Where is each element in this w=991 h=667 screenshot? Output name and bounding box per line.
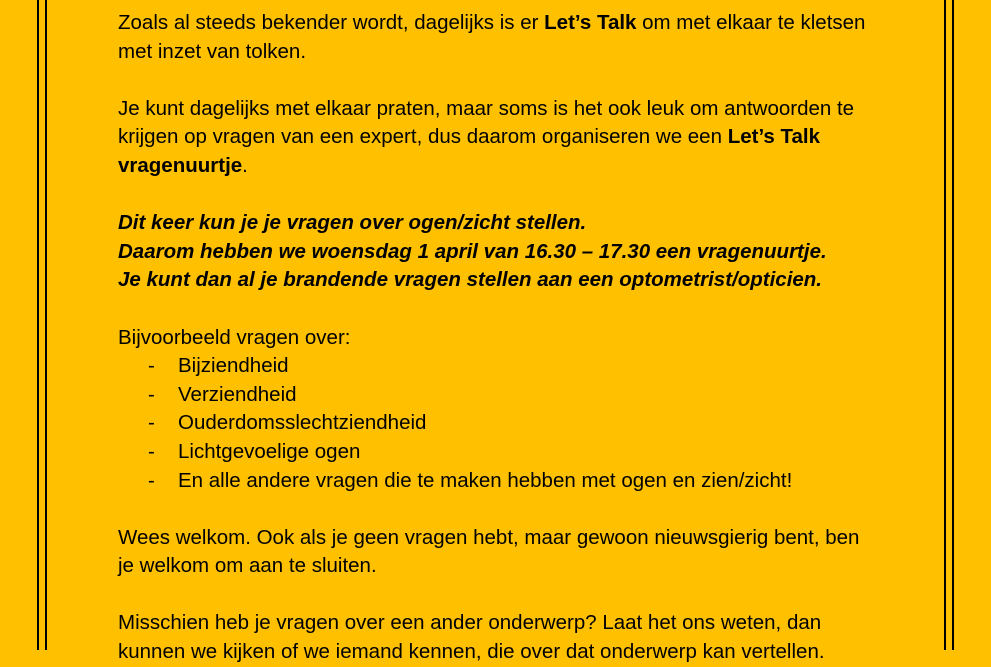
- spacer: [118, 581, 878, 610]
- left-border-inner: [45, 0, 47, 650]
- intro-text-before: Zoals al steeds bekender wordt, dagelijks is er: [118, 11, 545, 34]
- dash-bullet: -: [148, 382, 155, 406]
- expert-text-before: Je kunt dagelijks met elkaar praten, maar soms is het ook leuk om antwoorden te krijgen op vragen van een expert, dus daarom organiseren we een: [118, 96, 855, 149]
- highlight-line-expert: Je kunt dan al je brandende vragen stellen aan een optometrist/opticien.: [118, 268, 823, 292]
- spacer: [118, 66, 878, 95]
- examples-intro: Bijvoorbeeld vragen over:: [118, 325, 351, 349]
- document-body: [118, 9, 878, 667]
- examples-list: [118, 352, 878, 495]
- list-item: [118, 409, 878, 438]
- spacer: [118, 495, 878, 524]
- dash-bullet: -: [148, 354, 155, 378]
- left-border-outer: [37, 0, 39, 650]
- right-border-outer: [952, 0, 954, 650]
- highlight-line-date: Daarom hebben we woensdag 1 april van 16.30 – 17.30 een vragenuurtje.: [118, 239, 827, 263]
- list-item-text: En alle andere vragen die te maken hebben met ogen en zien/zicht!: [178, 468, 793, 492]
- expert-text-after: .: [242, 153, 248, 177]
- other-topic-paragraph: Misschien heb je vragen over een ander onderwerp? Laat het ons weten, dan kunnen we kijken of we iemand kennen, die over dat onderwerp kan vertellen.: [118, 611, 825, 664]
- expert-lets-talk-vragenuurtje: Let’s Talk vragenuurtje: [118, 125, 820, 177]
- list-item-text: Bijziendheid: [178, 354, 289, 378]
- list-item: [118, 352, 878, 381]
- welcome-paragraph: Wees welkom. Ook als je geen vragen hebt, maar gewoon nieuwsgierig bent, ben je welkom om aan te sluiten.: [118, 525, 860, 578]
- intro-text-after: om met elkaar te kletsen met inzet van tolken.: [118, 11, 866, 63]
- right-border-inner: [944, 0, 946, 650]
- list-item-text: Ouderdomsslechtziendheid: [178, 411, 427, 435]
- list-item: [118, 381, 878, 410]
- dash-bullet: -: [148, 439, 155, 463]
- intro-lets-talk: Let’s Talk: [544, 11, 637, 34]
- list-item-text: Lichtgevoelige ogen: [178, 439, 361, 463]
- dash-bullet: -: [148, 411, 155, 435]
- expert-paragraph: [118, 95, 878, 181]
- intro-paragraph: [118, 9, 878, 66]
- highlight-block: [118, 209, 878, 295]
- spacer: [118, 295, 878, 324]
- list-item-text: Verziendheid: [178, 382, 297, 406]
- list-item: [118, 467, 878, 496]
- highlight-line-topic: Dit keer kun je je vragen over ogen/zicht stellen.: [118, 211, 587, 235]
- spacer: [118, 181, 878, 210]
- dash-bullet: -: [148, 468, 155, 492]
- list-item: [118, 438, 878, 467]
